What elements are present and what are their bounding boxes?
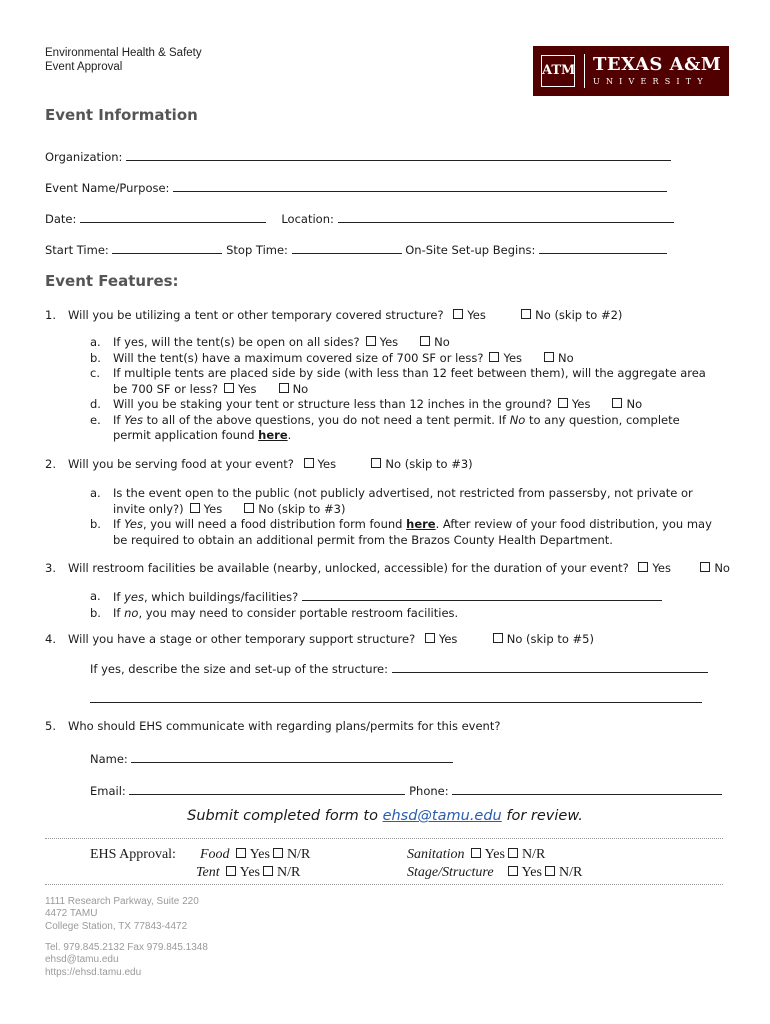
logo-subtitle: UNIVERSITY (593, 77, 709, 86)
question-number: 4. (45, 632, 56, 646)
item-text: Is the event open to the public (not publicly advertised, not restricted from passersby, not private or invite only?) (113, 486, 693, 516)
event-name-field[interactable] (173, 180, 667, 192)
list-item: e. If Yes to all of the above questions, you do not need a tent permit. If No to any question, complete permit application found here. (90, 412, 680, 442)
food-label: Food (200, 847, 230, 862)
no-label: No (626, 397, 643, 411)
event-info-heading: Event Information (45, 106, 198, 124)
footer-address (45, 896, 199, 933)
list-item: a. If yes, which buildings/facilities? (90, 589, 720, 606)
yes-emphasis: yes (124, 590, 144, 604)
question-1-text: Will you be utilizing a tent or other temporary covered structure? (68, 308, 444, 322)
checkbox[interactable] (263, 866, 273, 876)
checkbox[interactable] (420, 336, 430, 346)
checkbox[interactable] (425, 633, 435, 643)
divider (45, 838, 723, 839)
organization-label: Organization: (45, 150, 123, 164)
contact-email-row (90, 783, 722, 798)
question-text (68, 457, 473, 473)
location-label: Location: (281, 212, 334, 226)
structure-description-field[interactable] (392, 661, 708, 673)
list-item: a. If yes, will the tent(s) be open on all sides? Yes No (90, 335, 450, 349)
list-item: c. If multiple tents are placed side by side (with less than 12 feet between them), will the aggregate area be 700 SF or less? Yes No (90, 366, 706, 396)
approval-food-row (200, 846, 310, 864)
item-text: . (287, 428, 292, 442)
yes-label: Yes (317, 457, 337, 471)
question-number: 3. (45, 561, 56, 575)
structure-description-label: If yes, describe the size and set-up of the structure: (90, 662, 388, 676)
question-number: 5. (45, 719, 56, 733)
checkbox[interactable] (279, 383, 289, 393)
yes-label: Yes (239, 865, 260, 880)
na-label: N/R (558, 865, 583, 880)
checkbox[interactable] (638, 562, 648, 572)
submit-text: Submit completed form to (187, 808, 383, 824)
question-5-text: Who should EHS communicate with regarding plans/permits for this event? (68, 719, 501, 733)
submit-text: for review. (501, 808, 583, 824)
checkbox[interactable] (366, 336, 376, 346)
organization-field[interactable] (126, 149, 671, 161)
submit-instruction (0, 808, 770, 824)
checkbox[interactable] (226, 866, 236, 876)
structure-description-field-2[interactable] (90, 702, 702, 703)
submit-email-link[interactable]: ehsd@tamu.edu (382, 808, 502, 824)
footer-phone: Tel. 979.845.2132 Fax 979.845.1348 (45, 942, 208, 953)
stop-time-label: Stop Time: (226, 243, 288, 257)
yes-label: Yes (503, 350, 523, 365)
item-text: If multiple tents are placed side by side (with less than 12 feet between them), will the aggregate area be 700 SF or less? (113, 366, 706, 396)
yes-label: Yes (467, 308, 486, 322)
item-text: , you may need to consider portable restroom facilities. (138, 605, 459, 620)
page-header (45, 46, 202, 74)
checkbox[interactable] (545, 866, 555, 876)
question-2-subitems (90, 486, 720, 548)
no-label: No (558, 350, 574, 365)
logo-divider (584, 54, 585, 88)
contact-email-field[interactable] (129, 783, 405, 795)
ehs-approval-label: EHS Approval: (90, 847, 176, 862)
yes-label: Yes (521, 865, 542, 880)
checkbox[interactable] (453, 309, 463, 319)
question-number: 2. (45, 457, 56, 471)
item-text: , which buildings/facilities? (143, 590, 299, 604)
item-text: to any question, complete permit application found (113, 412, 680, 442)
tent-permit-link[interactable]: here (258, 428, 288, 442)
question-3-text: Will restroom facilities be available (nearby, unlocked, accessible) for the duration of your event? (68, 561, 629, 575)
yes-label: Yes (203, 501, 223, 516)
no-emphasis: No (509, 412, 526, 427)
item-text: Will you be staking your tent or structure less than 12 inches in the ground? (113, 397, 552, 411)
event-features-heading: Event Features: (45, 272, 179, 290)
footer-email[interactable]: ehsd@tamu.edu (45, 954, 119, 966)
question-4-text: Will you have a stage or other temporary support structure? (68, 632, 416, 646)
no-label: No (434, 335, 450, 349)
contact-phone-label: Phone: (409, 784, 449, 798)
organization-row (45, 149, 671, 164)
item-text: If (113, 412, 125, 427)
date-location-row (45, 211, 674, 226)
facilities-field[interactable] (302, 589, 662, 601)
list-item: b. If no, you may need to consider portable restroom facilities. (90, 605, 459, 620)
question-text (68, 561, 730, 577)
checkbox[interactable] (700, 562, 710, 572)
sanitation-label: Sanitation (407, 847, 465, 862)
yes-label: Yes (379, 335, 399, 349)
time-row (45, 242, 667, 257)
checkbox[interactable] (544, 352, 554, 362)
yes-label: Yes (652, 561, 671, 575)
item-text: . After review of your food distribution, you may be required to obtain an additional permit from the Brazos County Health Department. (113, 517, 712, 547)
item-text: , you will need a food distribution form found (142, 517, 407, 531)
yes-label: Yes (438, 632, 458, 646)
no-label: No (skip to #2) (535, 308, 623, 322)
no-label: No (skip to #3) (258, 501, 346, 516)
yes-label: Yes (237, 381, 257, 396)
na-label: N/R (276, 865, 301, 880)
address-line: College Station, TX 77843-4472 (45, 920, 188, 932)
checkbox[interactable] (224, 383, 234, 393)
setup-label: On-Site Set-up Begins: (405, 243, 536, 257)
footer-contact (45, 942, 208, 979)
na-label: N/R (286, 847, 311, 862)
checkbox[interactable] (190, 503, 200, 513)
yes-label: Yes (249, 847, 270, 862)
item-text: If (113, 605, 125, 620)
contact-phone-field[interactable] (452, 783, 722, 795)
contact-name-label: Name: (90, 752, 128, 766)
checkbox[interactable] (508, 848, 518, 858)
question-3-subitems (90, 589, 720, 621)
checkbox[interactable] (508, 866, 518, 876)
setup-field[interactable] (539, 242, 667, 254)
location-field[interactable] (338, 211, 674, 223)
list-item: b. Will the tent(s) have a maximum covered size of 700 SF or less? Yes No (90, 350, 574, 365)
list-item: a. Is the event open to the public (not publicly advertised, not restricted from passersby, not private or invite only?) Yes No (skip to #3) (90, 486, 693, 516)
checkbox[interactable] (612, 398, 622, 408)
contact-name-row (90, 751, 453, 766)
date-label: Date: (45, 212, 77, 226)
department-name: Environmental Health & Safety (45, 47, 202, 59)
yes-label: Yes (571, 397, 591, 411)
list-item: d. Will you be staking your tent or structure less than 12 inches in the ground? Yes No (90, 397, 643, 411)
event-name-row (45, 180, 667, 195)
no-label: No (skip to #3) (385, 457, 473, 471)
event-name-label: Event Name/Purpose: (45, 181, 170, 195)
checkbox[interactable] (558, 398, 568, 408)
tamu-logo (533, 46, 729, 96)
checkbox[interactable] (493, 633, 503, 643)
approval-tent-row (196, 864, 300, 882)
question-text (68, 632, 594, 648)
yes-emphasis: Yes (124, 517, 143, 531)
item-text: If (113, 517, 125, 531)
no-label: No (skip to #5) (506, 632, 594, 646)
na-label: N/R (521, 847, 546, 862)
checkbox[interactable] (236, 848, 246, 858)
divider (45, 884, 723, 885)
logo-name: TEXAS A&M (593, 54, 722, 75)
no-label: No (292, 381, 309, 396)
approval-stage-row (407, 864, 582, 882)
checkbox[interactable] (244, 503, 254, 513)
question-text (68, 308, 622, 324)
atm-mark-icon: ATM (541, 55, 575, 87)
date-field[interactable] (80, 211, 266, 223)
question-1-subitems (90, 335, 720, 444)
item-text: Will the tent(s) have a maximum covered size of 700 SF or less? (113, 350, 484, 365)
contact-name-field[interactable] (131, 751, 453, 763)
no-emphasis: no (124, 605, 139, 620)
checkbox[interactable] (521, 309, 531, 319)
stage-label: Stage/Structure (407, 865, 494, 880)
no-label: No (714, 561, 730, 575)
start-time-label: Start Time: (45, 243, 109, 257)
checkbox[interactable] (471, 848, 481, 858)
approval-sanitation-row (407, 846, 545, 864)
yes-emphasis: Yes (124, 412, 143, 427)
checkbox[interactable] (273, 848, 283, 858)
checkbox[interactable] (371, 458, 381, 468)
item-text: to all of the above questions, you do not need a tent permit. If (142, 412, 510, 427)
yes-label: Yes (484, 847, 505, 862)
address-line: 1111 Research Parkway, Suite 220 (45, 896, 199, 907)
form-name: Event Approval (45, 61, 123, 73)
question-2-text: Will you be serving food at your event? (68, 457, 294, 471)
contact-email-label: Email: (90, 784, 126, 798)
checkbox[interactable] (489, 352, 499, 362)
tent-label: Tent (196, 865, 220, 880)
address-line: 4472 TAMU (45, 908, 98, 920)
question-number: 1. (45, 308, 56, 322)
footer-website[interactable]: https://ehsd.tamu.edu (45, 966, 142, 978)
item-text: If yes, will the tent(s) be open on all sides? (113, 335, 360, 349)
food-form-link[interactable]: here (406, 517, 436, 531)
structure-description-row (90, 661, 708, 676)
list-item: b. If Yes, you will need a food distribution form found here. After review of your food distribution, you may be required to obtain an additional permit from the Brazos County Health Department. (90, 517, 712, 547)
stop-time-field[interactable] (292, 242, 402, 254)
item-text: If (113, 590, 125, 604)
start-time-field[interactable] (112, 242, 222, 254)
checkbox[interactable] (304, 458, 314, 468)
